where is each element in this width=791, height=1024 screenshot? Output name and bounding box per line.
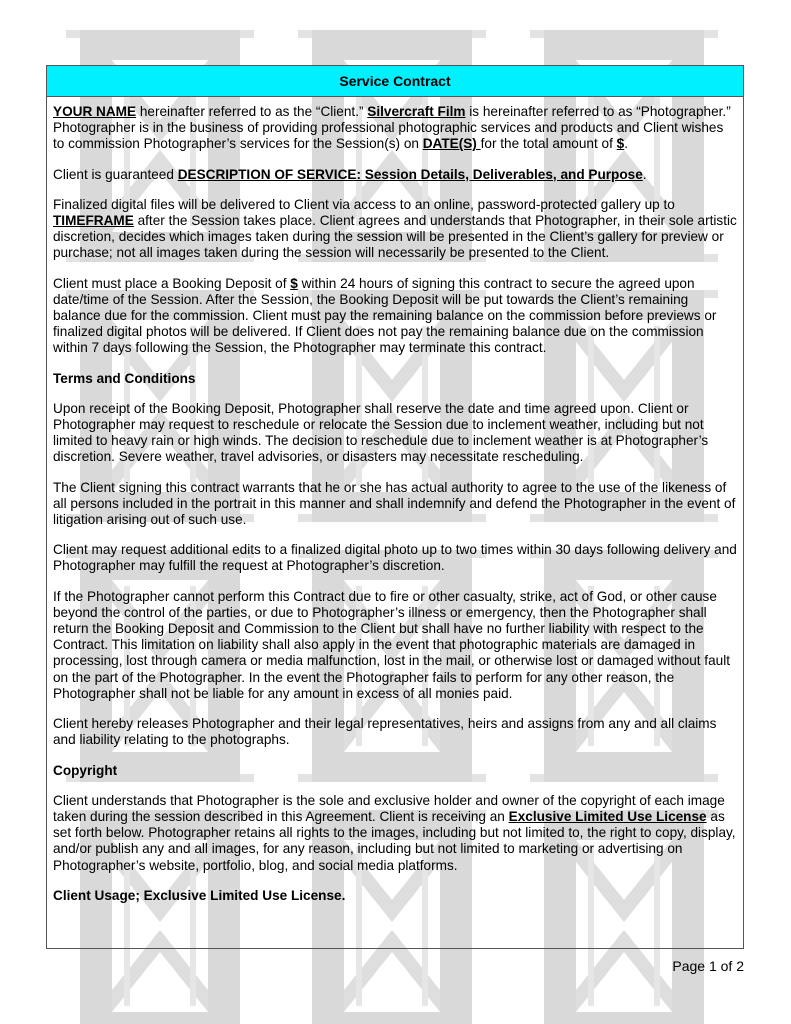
- usage-heading: Client Usage; Exclusive Limited Use License.: [53, 887, 346, 903]
- page-number: Page 1 of 2: [672, 958, 744, 974]
- timeframe-field: TIMEFRAME: [53, 213, 134, 229]
- amount-field: $: [616, 136, 625, 152]
- liability-paragraph: If the Photographer cannot perform this Contract due to fire or other casualty, strike, act of God, or other cause beyond the control of the parties, or due to Photographer’s illness or emergency, then the Photographer shall return the Booking Deposit and Commission to the Client but shall have no further liability with respect to the Contract. This limitation on liability shall also apply in the event that photographic materials are damaged in processing, lost through camera or media malfunction, lost in the mail, or otherwise lost or damaged without fault on the part of the Photographer. In the event the Photographer fails to perform for any other reason, the Photographer shall not be liable for any amount in excess of all monies paid.: [53, 588, 730, 701]
- photographer-name-field: Silvercraft Film: [367, 104, 466, 119]
- service-description-field: DESCRIPTION OF SERVICE: Session Details, Deliverables, and Purpose: [177, 166, 643, 182]
- copyright-heading: Copyright: [53, 762, 118, 778]
- copyright-paragraph: Client understands that Photographer is the sole and exclusive holder and owner of the copyright of each image taken during the session described in this Agreement. Client is receiving an Exclusive Limited Use License as set forth below. Photographer retains all rights to the images, including but not limited to, the right to copy, display, and/or publish any and all images, for any reason, including but not limited to marketing or advertising on Photographer’s website, portfolio, blog, and social media platforms.: [53, 792, 736, 873]
- edits-paragraph: Client may request additional edits to a finalized digital photo up to two times within 30 days following delivery and Photographer may fulfill the request at Photographer’s discretion.: [53, 542, 737, 574]
- dates-field: DATE(S): [422, 136, 481, 152]
- contract-box: [46, 65, 744, 949]
- parties-paragraph: YOUR NAME hereinafter referred to as the “Client.” Silvercraft Film is hereinafter referred to as “Photographer.” Photographer is in the business of providing professional photographic services and products and Client wishes to commission Photographer’s services for the Session(s) on DATE(S) for the total amount of $.: [53, 104, 731, 152]
- service-paragraph: Client is guaranteed DESCRIPTION OF SERVICE: Session Details, Deliverables, and Purpose.: [53, 166, 647, 182]
- client-name-field: YOUR NAME: [53, 104, 137, 119]
- likeness-paragraph: The Client signing this contract warrants that he or she has actual authority to agree to the use of the likeness of all persons included in the portrait in this manner and shall indemnify and defend the Photographer in the event of litigation arising out of such use.: [53, 479, 736, 528]
- license-field: Exclusive Limited Use License: [508, 808, 707, 824]
- contract-body: [47, 97, 743, 904]
- deposit-field: $: [290, 275, 298, 291]
- delivery-paragraph: Finalized digital files will be delivered to Client via access to an online, password-protected gallery up to TIMEFRAME after the Session takes place. Client agrees and understands that Photographer, in their sole artistic discretion, decides which images taken during the session will be presented in the Client’s gallery for preview or purchase; not all images taken during the session will necessarily be presented to the Client.: [53, 196, 737, 261]
- contract-title: Service Contract: [47, 66, 743, 97]
- reschedule-paragraph: Upon receipt of the Booking Deposit, Photographer shall reserve the date and time agreed upon. Client or Photographer may request to reschedule or relocate the Session due to inclement weather, including but not limited to heavy rain or high winds. The decision to reschedule due to inclement weather is at Photographer’s discretion. Severe weather, travel advisories, or disasters may necessitate rescheduling.: [53, 400, 709, 465]
- terms-heading: Terms and Conditions: [53, 370, 196, 386]
- release-paragraph: Client hereby releases Photographer and their legal representatives, heirs and assigns from any and all claims and liability relating to the photographs.: [53, 716, 717, 748]
- deposit-paragraph: Client must place a Booking Deposit of $ within 24 hours of signing this contract to secure the agreed upon date/time of the Session. After the Session, the Booking Deposit will be put towards the Client’s remaining balance due for the commission. Client must pay the remaining balance on the commission before previews or finalized digital photos will be delivered. If Client does not pay the remaining balance due on the commission within 7 days following the Session, the Photographer may terminate this contract.: [53, 275, 717, 356]
